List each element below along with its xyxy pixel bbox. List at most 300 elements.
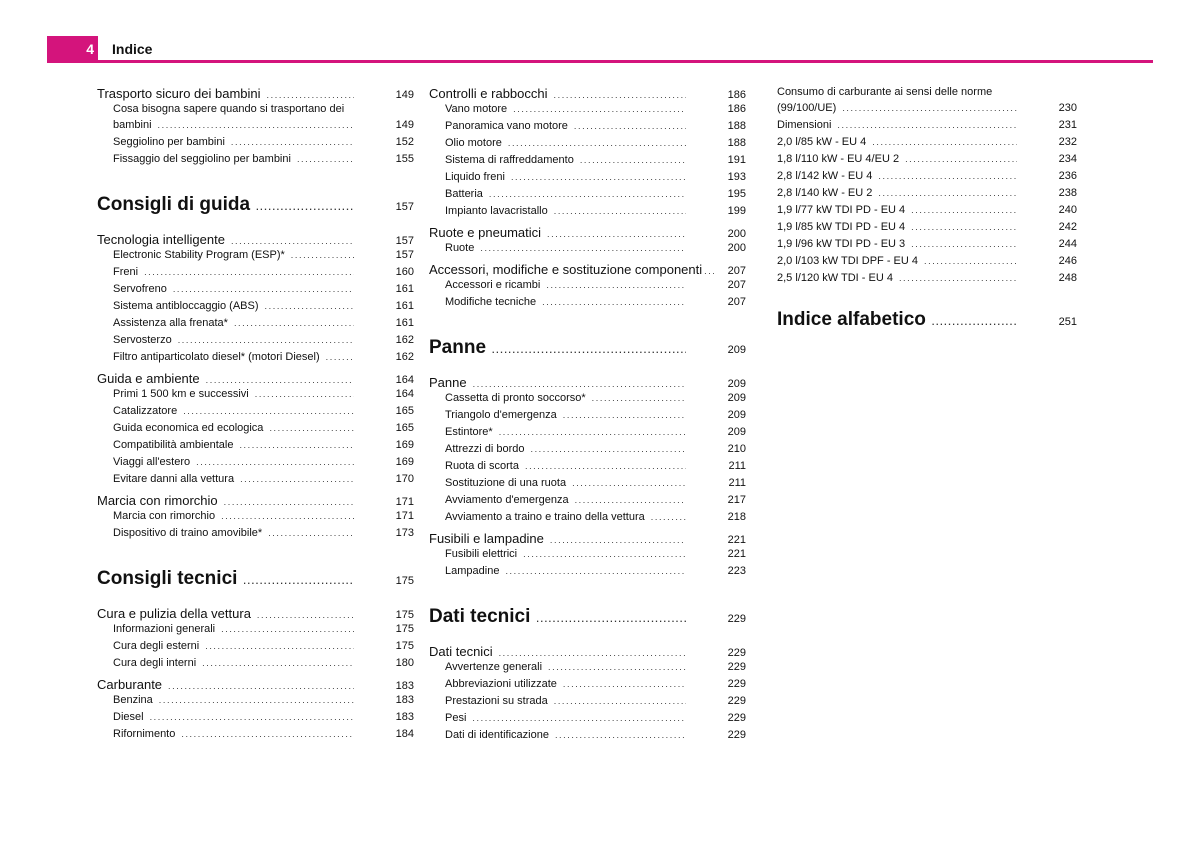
dot-leader: [206, 375, 354, 385]
entry-label: Indice alfabetico: [777, 309, 926, 330]
dot-leader: [511, 172, 686, 182]
page-ref: 217: [727, 494, 746, 506]
page-ref: 175: [395, 640, 414, 652]
toc-entry[interactable]: [777, 170, 1077, 187]
entry-label: 1,9 l/96 kW TDI PD - EU 3: [777, 238, 906, 250]
dot-leader: [525, 461, 686, 471]
toc-entry[interactable]: [97, 510, 414, 527]
page-ref: 186: [727, 103, 746, 115]
dot-leader: [555, 730, 686, 740]
page-ref: 173: [395, 527, 414, 539]
entry-label: Batteria: [445, 188, 483, 200]
page-ref: 246: [1058, 255, 1077, 267]
toc-entry[interactable]: [97, 317, 414, 334]
page-ref: 149: [395, 119, 414, 131]
page-ref: 211: [728, 460, 746, 472]
page-ref: 238: [1058, 187, 1077, 199]
entry-label: Electronic Stability Program (ESP)*: [113, 249, 285, 261]
dot-leader: [158, 120, 354, 130]
toc-entry[interactable]: [429, 548, 746, 565]
toc-entry[interactable]: [429, 242, 746, 259]
page-ref: 209: [727, 409, 746, 421]
dot-leader: [202, 658, 354, 668]
dot-leader: [505, 566, 686, 576]
page-ref: 195: [727, 188, 746, 200]
page-ref: 175: [395, 623, 414, 635]
page-ref: 221: [727, 548, 746, 560]
dot-leader: [472, 713, 686, 723]
entry-label: 1,9 l/77 kW TDI PD - EU 4: [777, 204, 906, 216]
dot-leader: [231, 236, 354, 246]
toc-entry[interactable]: [97, 153, 414, 170]
toc-entry[interactable]: [429, 103, 746, 120]
entry-label: Fusibili e lampadine: [429, 531, 544, 546]
page-ref: 149: [395, 89, 414, 101]
page-ref: 242: [1058, 221, 1077, 233]
page-ref: 188: [727, 120, 746, 132]
entry-label: Ruote: [445, 242, 475, 254]
page-ref: 229: [727, 712, 746, 724]
dot-leader: [932, 317, 1017, 327]
page-ref: 209: [727, 344, 746, 356]
dot-leader: [547, 229, 686, 239]
dot-leader: [499, 648, 686, 658]
page-ref: 169: [395, 456, 414, 468]
entry-label: Marcia con rimorchio: [113, 510, 216, 522]
dot-leader: [554, 90, 686, 100]
toc-entry[interactable]: [429, 477, 746, 494]
toc-entry[interactable]: [777, 255, 1077, 272]
toc-section[interactable]: [97, 493, 414, 510]
toc-column-3: [777, 86, 1077, 347]
page-ref: 207: [727, 265, 746, 277]
page-ref: 157: [395, 249, 414, 261]
page-ref: 218: [727, 511, 746, 523]
entry-label: Catalizzatore: [113, 405, 178, 417]
entry-label: Abbreviazioni utilizzate: [445, 678, 557, 690]
page-ref: 162: [395, 334, 414, 346]
toc-section[interactable]: [97, 677, 414, 694]
page-ref: 152: [395, 136, 414, 148]
entry-label: 2,0 l/85 kW - EU 4: [777, 136, 867, 148]
entry-label: Tecnologia intelligente: [97, 232, 225, 247]
entry-label: Lampadine: [445, 565, 500, 577]
entry-label: Sostituzione di una ruota: [445, 477, 567, 489]
toc-entry[interactable]: [777, 204, 1077, 221]
toc-entry[interactable]: [97, 283, 414, 300]
toc-entry[interactable]: [97, 439, 414, 456]
entry-label: Guida economica ed ecologica: [113, 422, 264, 434]
toc-entry[interactable]: [97, 249, 414, 266]
toc-entry[interactable]: [429, 443, 746, 460]
toc-entry[interactable]: [429, 426, 746, 443]
dot-leader: [268, 528, 354, 538]
page-ref: 164: [395, 374, 414, 386]
entry-label: 2,5 l/120 kW TDI - EU 4: [777, 272, 893, 284]
page-ref: 155: [395, 153, 414, 165]
toc-entry[interactable]: [97, 405, 414, 422]
dot-leader: [243, 576, 354, 586]
toc-entry[interactable]: [429, 188, 746, 205]
entry-label: Filtro antiparticolato diesel* (motori Diesel): [113, 351, 320, 363]
dot-leader: [183, 406, 354, 416]
page-ref: 157: [395, 201, 414, 213]
entry-label: Dati di identificazione: [445, 729, 549, 741]
page-ref: 229: [727, 678, 746, 690]
toc-chapter[interactable]: [429, 606, 746, 632]
entry-label: Servofreno: [113, 283, 167, 295]
entry-label: Compatibilità ambientale: [113, 439, 234, 451]
dot-leader: [878, 188, 1017, 198]
page-ref: 234: [1058, 153, 1077, 165]
dot-leader: [536, 614, 686, 624]
entry-label: 2,0 l/103 kW TDI DPF - EU 4: [777, 255, 919, 267]
toc-entry[interactable]: [429, 695, 746, 712]
entry-label: Sistema antibloccaggio (ABS): [113, 300, 259, 312]
toc-chapter[interactable]: [97, 194, 414, 220]
dot-leader: [563, 410, 686, 420]
toc-section[interactable]: [97, 86, 414, 103]
dot-leader: [513, 104, 686, 114]
toc-entry[interactable]: [429, 661, 746, 678]
toc-entry[interactable]: [429, 409, 746, 426]
entry-label: Modifiche tecniche: [445, 296, 537, 308]
toc-section[interactable]: [429, 225, 746, 242]
page-ref: 161: [395, 283, 414, 295]
toc-entry[interactable]: [429, 392, 746, 409]
entry-label: Attrezzi di bordo: [445, 443, 525, 455]
toc-chapter[interactable]: [429, 337, 746, 363]
entry-label: Ruote e pneumatici: [429, 225, 542, 240]
entry-label: Triangolo d'emergenza: [445, 409, 557, 421]
toc-entry[interactable]: [777, 119, 1077, 136]
dot-leader: [572, 478, 686, 488]
toc-entry[interactable]: [777, 221, 1077, 238]
entry-label: Accessori, modifiche e sostituzione componenti: [429, 262, 703, 277]
toc-entry[interactable]: [97, 422, 414, 439]
toc-entry[interactable]: [777, 238, 1077, 255]
entry-label: Consigli di guida: [97, 194, 251, 215]
toc-entry[interactable]: [97, 728, 414, 745]
entry-label: Liquido freni: [445, 171, 505, 183]
entry-label: Cura degli interni: [113, 657, 197, 669]
entry-label: Cura e pulizia della vettura: [97, 606, 251, 621]
toc-entry-wrapped[interactable]: Cosa bisogna sapere quando si trasportano dei: [113, 103, 345, 115]
page-ref: 207: [727, 279, 746, 291]
page-ref: 188: [727, 137, 746, 149]
entry-label: Consigli tecnici: [97, 568, 238, 589]
toc-column-2: [429, 86, 746, 746]
toc-section[interactable]: [429, 86, 746, 103]
entry-label: Dimensioni: [777, 119, 832, 131]
toc-entry[interactable]: [97, 473, 414, 490]
dot-leader: [265, 301, 354, 311]
toc-entry[interactable]: [97, 119, 414, 136]
dot-leader: [499, 427, 686, 437]
dot-leader: [489, 189, 686, 199]
entry-label: Avviamento d'emergenza: [445, 494, 569, 506]
entry-label: 1,8 l/110 kW - EU 4/EU 2: [777, 153, 900, 165]
dot-leader: [554, 206, 686, 216]
page-ref: 210: [727, 443, 746, 455]
dot-leader: [291, 250, 354, 260]
dot-leader: [905, 154, 1017, 164]
dot-leader: [554, 696, 686, 706]
toc-entry[interactable]: [777, 187, 1077, 204]
toc-section[interactable]: [429, 375, 746, 392]
page-ref: 157: [395, 235, 414, 247]
entry-label: 2,8 l/140 kW - EU 2: [777, 187, 873, 199]
entry-label: Fissaggio del seggiolino per bambini: [113, 153, 291, 165]
dot-leader: [239, 440, 354, 450]
page-ref: 161: [395, 300, 414, 312]
dot-leader: [257, 610, 354, 620]
entry-label: Controlli e rabbocchi: [429, 86, 548, 101]
entry-label: Prestazioni su strada: [445, 695, 548, 707]
entry-label: Dispositivo di traino amovibile*: [113, 527, 263, 539]
page-ref: 209: [727, 378, 746, 390]
page-ref: 193: [727, 171, 746, 183]
entry-label: Olio motore: [445, 137, 502, 149]
toc-entry[interactable]: [97, 694, 414, 711]
entry-label: 1,9 l/85 kW TDI PD - EU 4: [777, 221, 906, 233]
dot-leader: [297, 154, 354, 164]
toc-entry[interactable]: [429, 205, 746, 222]
entry-label: Guida e ambiente: [97, 371, 200, 386]
dot-leader: [221, 511, 354, 521]
toc-entry[interactable]: [97, 711, 414, 728]
page-ref: 244: [1058, 238, 1077, 250]
page-ref: 229: [727, 647, 746, 659]
page-ref: 229: [727, 661, 746, 673]
toc-entry[interactable]: [97, 456, 414, 473]
entry-label: Seggiolino per bambini: [113, 136, 225, 148]
dot-leader: [178, 335, 354, 345]
dot-leader: [523, 549, 686, 559]
entry-label: Trasporto sicuro dei bambini: [97, 86, 261, 101]
dot-leader: [256, 202, 354, 212]
page-ref: 175: [395, 609, 414, 621]
page-ref: 186: [727, 89, 746, 101]
entry-label: Benzina: [113, 694, 153, 706]
toc-entry[interactable]: [97, 266, 414, 283]
entry-label: bambini: [113, 119, 152, 131]
toc-section[interactable]: [429, 531, 746, 548]
dot-leader: [592, 393, 686, 403]
page-ref: 171: [395, 510, 414, 522]
toc-entry-wrapped[interactable]: Consumo di carburante ai sensi delle norme: [777, 86, 993, 98]
dot-leader: [269, 423, 354, 433]
dot-leader: [234, 318, 354, 328]
toc-entry[interactable]: [429, 729, 746, 746]
dot-leader: [580, 155, 686, 165]
page-ref: 191: [727, 154, 746, 166]
entry-label: Assistenza alla frenata*: [113, 317, 228, 329]
page-ref: 160: [395, 266, 414, 278]
entry-label: Pesi: [445, 712, 467, 724]
page-ref: 200: [727, 228, 746, 240]
toc-chapter[interactable]: [777, 309, 1077, 335]
toc-section[interactable]: [97, 371, 414, 388]
dot-leader: [173, 284, 354, 294]
page-ref: 229: [727, 613, 746, 625]
page-ref: 183: [395, 680, 414, 692]
page-ref: 161: [395, 317, 414, 329]
entry-label: Avvertenze generali: [445, 661, 543, 673]
page-ref: 251: [1058, 316, 1077, 328]
dot-leader: [267, 90, 354, 100]
toc-entry[interactable]: [97, 623, 414, 640]
toc-entry[interactable]: [777, 153, 1077, 170]
toc-entry[interactable]: [97, 527, 414, 544]
dot-leader: [221, 624, 354, 634]
page-ref: 170: [395, 473, 414, 485]
page-ref: 162: [395, 351, 414, 363]
toc-chapter[interactable]: [97, 568, 414, 594]
dot-leader: [181, 729, 354, 739]
page-ref: 229: [727, 729, 746, 741]
dot-leader: [899, 273, 1017, 283]
toc-section[interactable]: [97, 232, 414, 249]
entry-label: (99/100/UE): [777, 102, 837, 114]
entry-label: Marcia con rimorchio: [97, 493, 218, 508]
page-ref: 248: [1058, 272, 1077, 284]
entry-label: Ruota di scorta: [445, 460, 519, 472]
toc-entry[interactable]: [777, 136, 1077, 153]
dot-leader: [240, 474, 354, 484]
page-ref: 199: [727, 205, 746, 217]
toc-column-1: [97, 86, 414, 745]
entry-label: Servosterzo: [113, 334, 172, 346]
page-ref: 232: [1058, 136, 1077, 148]
page-ref: 180: [395, 657, 414, 669]
page-ref: 175: [395, 575, 414, 587]
toc-section[interactable]: [429, 644, 746, 661]
dot-leader: [911, 222, 1017, 232]
dot-leader: [196, 457, 354, 467]
toc-entry[interactable]: [429, 120, 746, 137]
toc-section[interactable]: [429, 262, 746, 279]
dot-leader: [563, 679, 686, 689]
entry-label: Fusibili elettrici: [445, 548, 518, 560]
dot-leader: [480, 243, 686, 253]
entry-label: Panne: [429, 337, 487, 358]
page-ref: 229: [727, 695, 746, 707]
page-ref: 230: [1058, 102, 1077, 114]
entry-label: Freni: [113, 266, 139, 278]
toc-entry[interactable]: [777, 102, 1077, 119]
dot-leader: [231, 137, 354, 147]
entry-label: Sistema di raffreddamento: [445, 154, 574, 166]
dot-leader: [704, 266, 714, 276]
toc-entry[interactable]: [429, 511, 746, 528]
entry-label: Dati tecnici: [429, 606, 531, 627]
page-ref: 223: [727, 565, 746, 577]
page-ref: 236: [1058, 170, 1077, 182]
entry-label: Rifornimento: [113, 728, 176, 740]
page-header: [47, 36, 1153, 63]
toc-entry[interactable]: [429, 154, 746, 171]
toc-entry[interactable]: [429, 712, 746, 729]
entry-label: Carburante: [97, 677, 163, 692]
dot-leader: [224, 497, 354, 507]
dot-leader: [837, 120, 1017, 130]
page-ref: 164: [395, 388, 414, 400]
toc-entry[interactable]: [429, 171, 746, 188]
entry-label: 2,8 l/142 kW - EU 4: [777, 170, 873, 182]
entry-label: Cura degli esterni: [113, 640, 200, 652]
toc-entry[interactable]: [97, 657, 414, 674]
entry-label: Vano motore: [445, 103, 508, 115]
dot-leader: [911, 239, 1017, 249]
dot-leader: [168, 681, 354, 691]
toc-entry[interactable]: [429, 565, 746, 582]
toc-entry[interactable]: [429, 279, 746, 296]
dot-leader: [159, 695, 354, 705]
entry-label: Accessori e ricambi: [445, 279, 541, 291]
page-ref: 221: [727, 534, 746, 546]
dot-leader: [508, 138, 686, 148]
toc-entry[interactable]: [97, 351, 414, 368]
dot-leader: [530, 444, 686, 454]
toc-entry[interactable]: [429, 296, 746, 313]
page-ref: 165: [395, 405, 414, 417]
entry-label: Impianto lavacristallo: [445, 205, 548, 217]
entry-label: Dati tecnici: [429, 644, 493, 659]
toc-entry[interactable]: [429, 494, 746, 511]
dot-leader: [911, 205, 1017, 215]
dot-leader: [542, 297, 686, 307]
dot-leader: [872, 137, 1017, 147]
page-ref: 184: [395, 728, 414, 740]
page-ref: 165: [395, 422, 414, 434]
entry-label: Cassetta di pronto soccorso*: [445, 392, 586, 404]
dot-leader: [842, 103, 1017, 113]
dot-leader: [878, 171, 1017, 181]
entry-label: Estintore*: [445, 426, 493, 438]
dot-leader: [574, 121, 686, 131]
dot-leader: [492, 345, 686, 355]
toc-entry[interactable]: [777, 272, 1077, 289]
dot-leader: [546, 280, 686, 290]
page-ref: 240: [1058, 204, 1077, 216]
entry-label: Diesel: [113, 711, 144, 723]
dot-leader: [205, 641, 354, 651]
entry-label: Panne: [429, 375, 467, 390]
page-title: Indice: [112, 41, 153, 57]
toc-section[interactable]: [97, 606, 414, 623]
page-ref: 231: [1058, 119, 1077, 131]
dot-leader: [255, 389, 354, 399]
dot-leader: [575, 495, 686, 505]
toc-entry[interactable]: [97, 388, 414, 405]
entry-label: Informazioni generali: [113, 623, 216, 635]
toc-entry[interactable]: [97, 334, 414, 351]
toc-entry[interactable]: [97, 640, 414, 657]
toc-entry[interactable]: [429, 678, 746, 695]
toc-entry[interactable]: [429, 460, 746, 477]
page-ref: 211: [728, 477, 746, 489]
toc-entry[interactable]: [97, 300, 414, 317]
toc-entry[interactable]: [97, 136, 414, 153]
toc-entry[interactable]: [429, 137, 746, 154]
dot-leader: [550, 535, 686, 545]
entry-label: Viaggi all'estero: [113, 456, 191, 468]
dot-leader: [651, 512, 686, 522]
entry-label: Avviamento a traino e traino della vettura: [445, 511, 645, 523]
page-ref: 209: [727, 392, 746, 404]
dot-leader: [326, 352, 354, 362]
